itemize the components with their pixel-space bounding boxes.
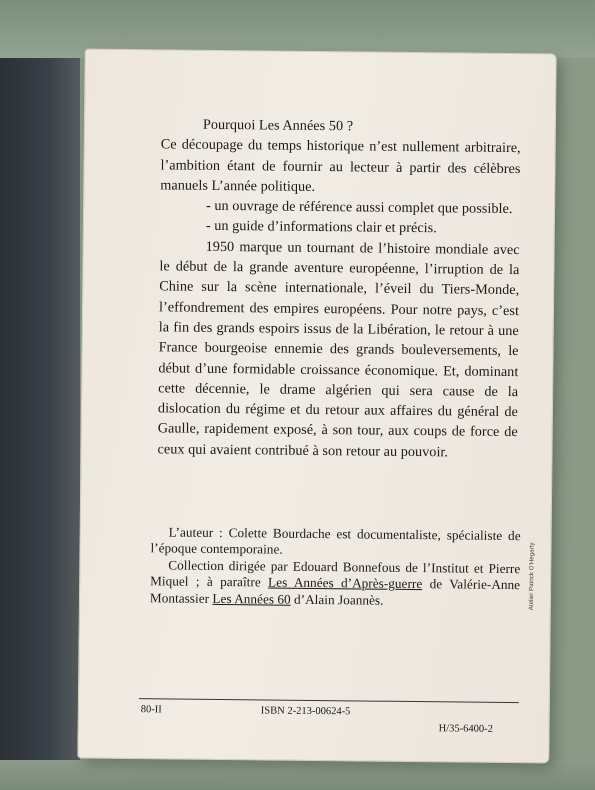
collection-text-b: de Valérie-Anne Montassier	[149, 576, 521, 606]
blurb-paragraph-1: Ce découpage du temps historique n’est nullement arbitraire, l’ambition étant de fournir au lecteur à partir des célèbres manuels L’année politique.	[160, 136, 521, 195]
author-info	[150, 524, 521, 610]
collection-text-a: Collection dirigée par Edouard Bonnefous de l’Institut et Pierre Miquel ; à paraître	[150, 557, 521, 590]
collection-text-c: d’Alain Joannès.	[290, 591, 384, 608]
collection-title-2: Les Années 60	[212, 590, 291, 607]
blurb-bullet-1: - un ouvrage de référence aussi complet que possible.	[206, 198, 513, 218]
blurb-question: Pourquoi Les Années 50 ?	[202, 116, 354, 135]
collection-title-1: Les Années d’Après-guerre	[268, 574, 423, 592]
blurb-paragraph-2: 1950 marque un tournant de l’histoire mondiale avec le début de la grande aventure européenne, l’irruption de la Chine sur la scène internationale, l’éveil du Tiers-Monde, l’effondrement des empires européens. Pour notre pays, c’est la fin des grands espoirs issus de la Libération, le retour à une France bourgeoise ennemie des grands bouleversements, le début d’une formidable croissance économique. Et, dominant cette décennie, le drame algérien qui sera cause de la dislocation du régime et du retour aux affaires du général de Gaulle, rapidement exposé, à son tour, aux coups de force de ceux qui avaient contribué à son retour au pouvoir.	[157, 238, 520, 461]
design-credit: Atelier Patrick O’Hegarty	[527, 542, 536, 611]
author-note: L’auteur : Colette Bourdache est documentaliste, spécialiste de l’époque contemporaine.	[150, 524, 521, 558]
footer-code: 80-II	[140, 704, 162, 716]
reference-number: H/35-6400-2	[438, 723, 493, 735]
footer-rule	[139, 698, 519, 703]
book-back-cover	[78, 50, 555, 763]
blurb-bullet-2: - un guide d’informations clair et précis.	[205, 218, 437, 237]
blurb-text	[157, 114, 521, 463]
dark-background	[0, 0, 80, 790]
table-surface-bottom	[0, 760, 595, 790]
collection-note	[150, 557, 520, 610]
isbn-number: ISBN 2-213-00624-5	[260, 705, 351, 718]
